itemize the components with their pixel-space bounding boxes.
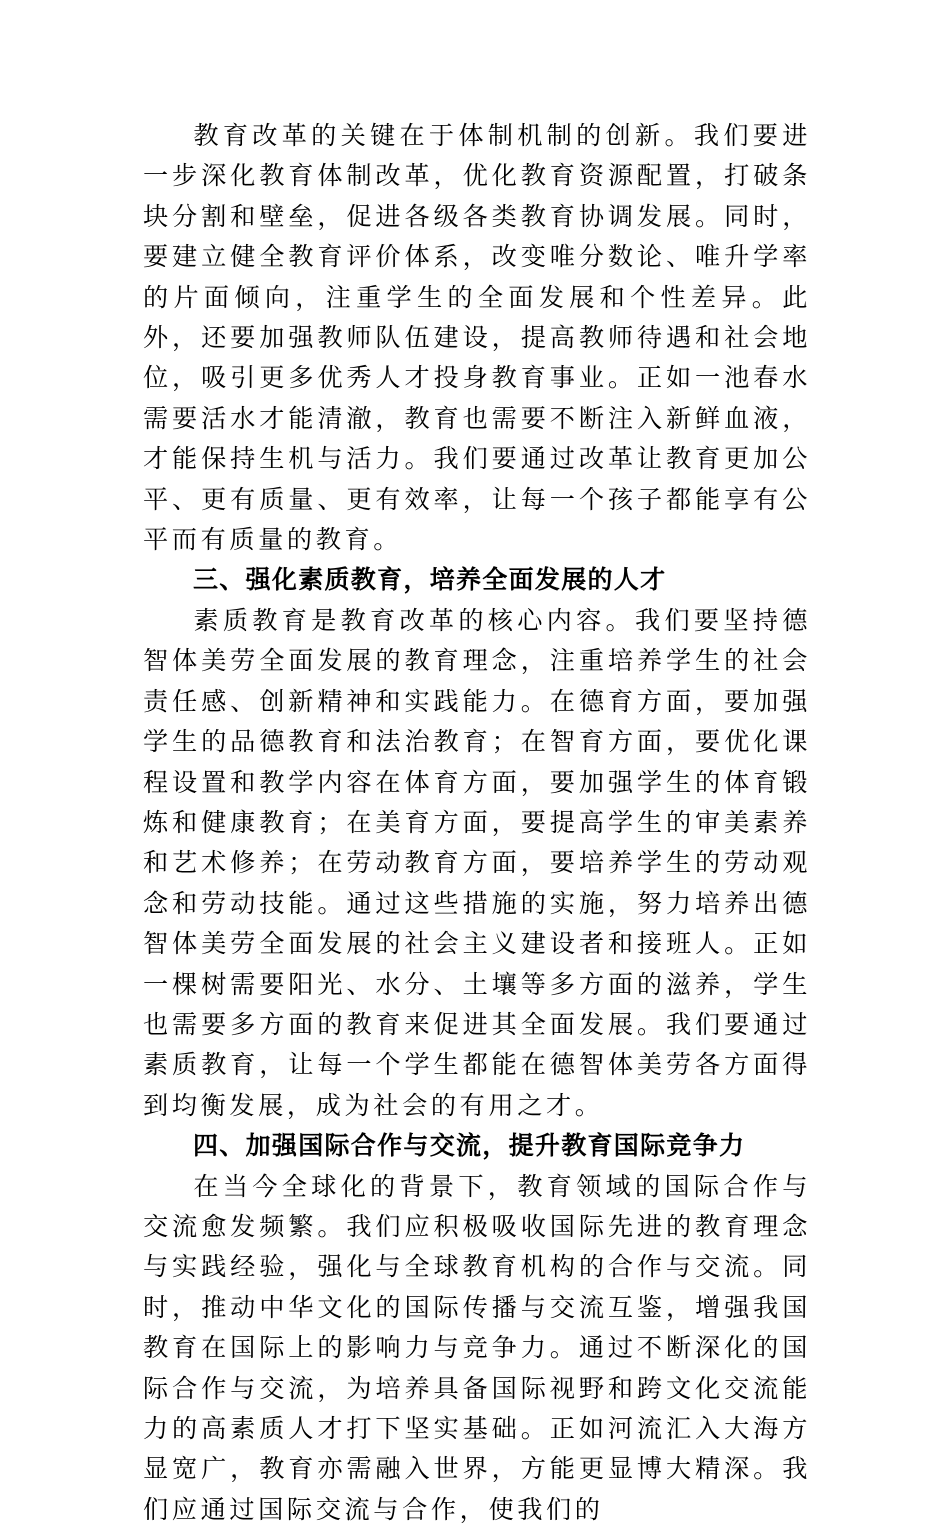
paragraph-international-cooperation: 在当今全球化的背景下，教育领域的国际合作与交流愈发频繁。我们应积极吸收国际先进的教育理念与实践经验，强化与全球教育机构的合作与交流。同时，推动中华文化的国际传播与交流互鉴，增强我国教育在国际上的影响力与竞争力。通过不断深化的国际合作与交流，为培养具备国际视野和跨文化交流能力的高素质人才打下坚实基础。正如河流汇入大海方显宽广，教育亦需融入世界，方能更显博大精深。我们应通过国际交流与合作，使我们的 <box>143 1171 811 1524</box>
paragraph-education-reform: 教育改革的关键在于体制机制的创新。我们要进一步深化教育体制改革，优化教育资源配置，打破条块分割和壁垒，促进各级各类教育协调发展。同时，要建立健全教育评价体系，改变唯分数论、唯升学率的片面倾向，注重学生的全面发展和个性差异。此外，还要加强教师队伍建设，提高教师待遇和社会地位，吸引更多优秀人才投身教育事业。正如一池春水需要活水才能清澈，教育也需要不断注入新鲜血液，才能保持生机与活力。我们要通过改革让教育更加公平、更有质量、更有效率，让每一个孩子都能享有公平而有质量的教育。 <box>143 121 811 555</box>
paragraph-quality-education: 素质教育是教育改革的核心内容。我们要坚持德智体美劳全面发展的教育理念，注重培养学生的社会责任感、创新精神和实践能力。在德育方面，要加强学生的品德教育和法治教育；在智育方面，要优化课程设置和教学内容在体育方面，要加强学生的体育锻炼和健康教育；在美育方面，要提高学生的审美素养和艺术修养；在劳动教育方面，要培养学生的劳动观念和劳动技能。通过这些措施的实施，努力培养出德智体美劳全面发展的社会主义建设者和接班人。正如一棵树需要阳光、水分、土壤等多方面的滋养，学生也需要多方面的教育来促进其全面发展。我们要通过素质教育，让每一个学生都能在德智体美劳各方面得到均衡发展，成为社会的有用之才。 <box>143 605 811 1120</box>
section-heading-international-cooperation: 四、加强国际合作与交流，提升教育国际竞争力 <box>193 1131 746 1161</box>
section-heading-quality-education: 三、强化素质教育，培养全面发展的人才 <box>193 565 667 595</box>
document-page <box>143 116 811 1530</box>
